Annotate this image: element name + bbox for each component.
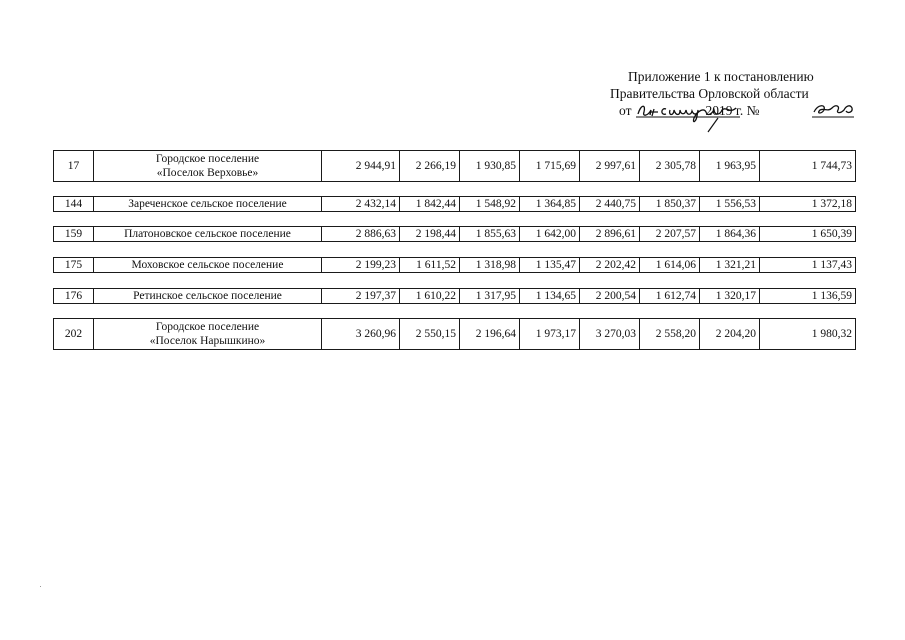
- appendix-title: Приложение 1 к постановлению: [628, 69, 814, 84]
- table-row-202: [53, 318, 856, 350]
- settlement-name: Платоновское сельское поселение: [94, 227, 322, 242]
- value-cell: 1 135,47: [520, 258, 580, 273]
- value-cell: 2 197,37: [322, 289, 400, 304]
- row-index: 159: [54, 227, 94, 242]
- value-cell: 1 136,59: [760, 289, 856, 304]
- value-cell: 2 207,57: [640, 227, 700, 242]
- settlement-name: Зареченское сельское поселение: [94, 197, 322, 212]
- value-cell: 1 612,74: [640, 289, 700, 304]
- value-cell: 1 364,85: [520, 197, 580, 212]
- appendix-header: [600, 68, 870, 119]
- from-label: от: [619, 103, 632, 118]
- value-cell: 1 973,17: [520, 319, 580, 350]
- value-cell: 1 850,37: [640, 197, 700, 212]
- value-cell: 1 930,85: [460, 151, 520, 182]
- value-cell: 1 611,52: [400, 258, 460, 273]
- settlement-name: Городское поселение «Поселок Верховье»: [94, 151, 322, 182]
- settlement-name: Ретинское сельское поселение: [94, 289, 322, 304]
- value-cell: 2 997,61: [580, 151, 640, 182]
- value-cell: 1 744,73: [760, 151, 856, 182]
- value-cell: 1 320,17: [700, 289, 760, 304]
- resolution-date-line: [600, 102, 870, 119]
- value-cell: 2 199,23: [322, 258, 400, 273]
- table-row-175: [53, 257, 856, 273]
- value-cell: 1 317,95: [460, 289, 520, 304]
- value-cell: 2 550,15: [400, 319, 460, 350]
- value-cell: 1 556,53: [700, 197, 760, 212]
- row-index: 175: [54, 258, 94, 273]
- value-cell: 1 650,39: [760, 227, 856, 242]
- value-cell: 2 886,63: [322, 227, 400, 242]
- year-label: 2019 г. №: [705, 103, 760, 118]
- table-row-17: [53, 150, 856, 182]
- government-name: Правительства Орловской области: [610, 86, 809, 101]
- value-cell: 1 372,18: [760, 197, 856, 212]
- row-index: 144: [54, 197, 94, 212]
- scan-speck: [40, 586, 41, 587]
- row-index: 202: [54, 319, 94, 350]
- value-cell: 2 198,44: [400, 227, 460, 242]
- row-index: 17: [54, 151, 94, 182]
- value-cell: 3 270,03: [580, 319, 640, 350]
- value-cell: 1 614,06: [640, 258, 700, 273]
- value-cell: 2 200,54: [580, 289, 640, 304]
- table-row-176: [53, 288, 856, 304]
- value-cell: 2 305,78: [640, 151, 700, 182]
- value-cell: 1 137,43: [760, 258, 856, 273]
- row-index: 176: [54, 289, 94, 304]
- value-cell: 1 963,95: [700, 151, 760, 182]
- table-row-159: [53, 226, 856, 242]
- value-cell: 2 202,42: [580, 258, 640, 273]
- value-cell: 1 842,44: [400, 197, 460, 212]
- value-cell: 1 610,22: [400, 289, 460, 304]
- value-cell: 2 266,19: [400, 151, 460, 182]
- value-cell: 2 896,61: [580, 227, 640, 242]
- value-cell: 1 864,36: [700, 227, 760, 242]
- table-row-144: [53, 196, 856, 212]
- settlement-name: Моховское сельское поселение: [94, 258, 322, 273]
- value-cell: 2 204,20: [700, 319, 760, 350]
- value-cell: 1 548,92: [460, 197, 520, 212]
- value-cell: 1 715,69: [520, 151, 580, 182]
- value-cell: 2 944,91: [322, 151, 400, 182]
- value-cell: 1 980,32: [760, 319, 856, 350]
- settlement-name: Городское поселение «Поселок Нарышкино»: [94, 319, 322, 350]
- value-cell: 2 440,75: [580, 197, 640, 212]
- value-cell: 3 260,96: [322, 319, 400, 350]
- value-cell: 1 855,63: [460, 227, 520, 242]
- value-cell: 1 642,00: [520, 227, 580, 242]
- value-cell: 1 318,98: [460, 258, 520, 273]
- value-cell: 2 558,20: [640, 319, 700, 350]
- value-cell: 2 196,64: [460, 319, 520, 350]
- value-cell: 2 432,14: [322, 197, 400, 212]
- value-cell: 1 321,21: [700, 258, 760, 273]
- value-cell: 1 134,65: [520, 289, 580, 304]
